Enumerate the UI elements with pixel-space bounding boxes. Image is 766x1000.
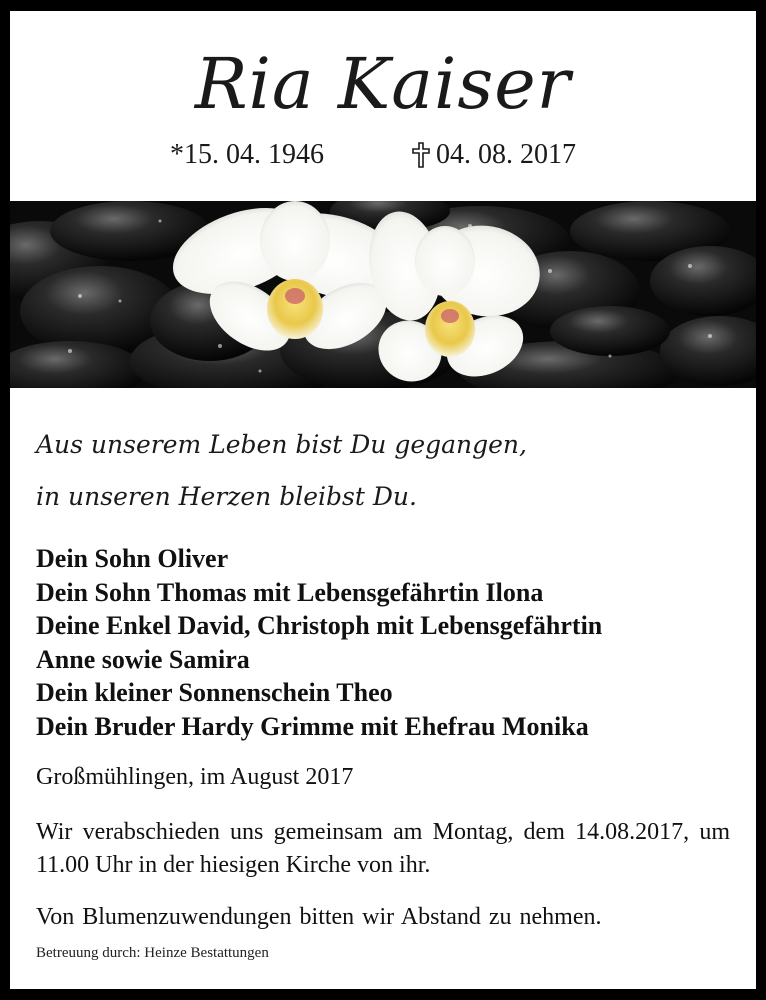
latin-cross-icon [412, 142, 430, 168]
family-list [36, 542, 602, 743]
family-line: Anne sowie Samira [36, 644, 250, 674]
memorial-quote [36, 419, 527, 523]
orchid-photo [10, 201, 756, 388]
quote-line-2: in unseren Herzen bleibst Du. [36, 482, 417, 511]
quote-line-1: Aus unserem Leben bist Du gegangen, [36, 430, 527, 459]
family-line: Dein Sohn Oliver [36, 544, 229, 573]
place-date: Großmühlingen, im August 2017 [36, 764, 354, 790]
family-line: Deine Enkel David, Christoph mit Lebensgefährtin [36, 611, 603, 640]
ceremony-info: Wir verabschieden uns gemeinsam am Montag, dem 14.08.2017, um 11.00 Uhr in der hiesigen Kirche von ihr. [36, 819, 730, 878]
family-line: Dein Sohn Thomas mit Lebensgefährtin Ilona [36, 577, 544, 607]
family-line: Dein Bruder Hardy Grimme mit Ehefrau Monika [36, 711, 589, 741]
death-date-group [412, 139, 576, 171]
obituary-card [10, 11, 756, 989]
undertaker-credit: Betreuung durch: Heinze Bestattungen [36, 945, 269, 961]
death-date: 04. 08. 2017 [436, 139, 576, 170]
deceased-name: Ria Kaiser [194, 43, 572, 125]
flowers-note: Von Blumenzuwendungen bitten wir Abstand zu nehmen. [36, 904, 602, 930]
family-line: Dein kleiner Sonnenschein Theo [36, 678, 393, 707]
birth-date: *15. 04. 1946 [170, 139, 324, 170]
